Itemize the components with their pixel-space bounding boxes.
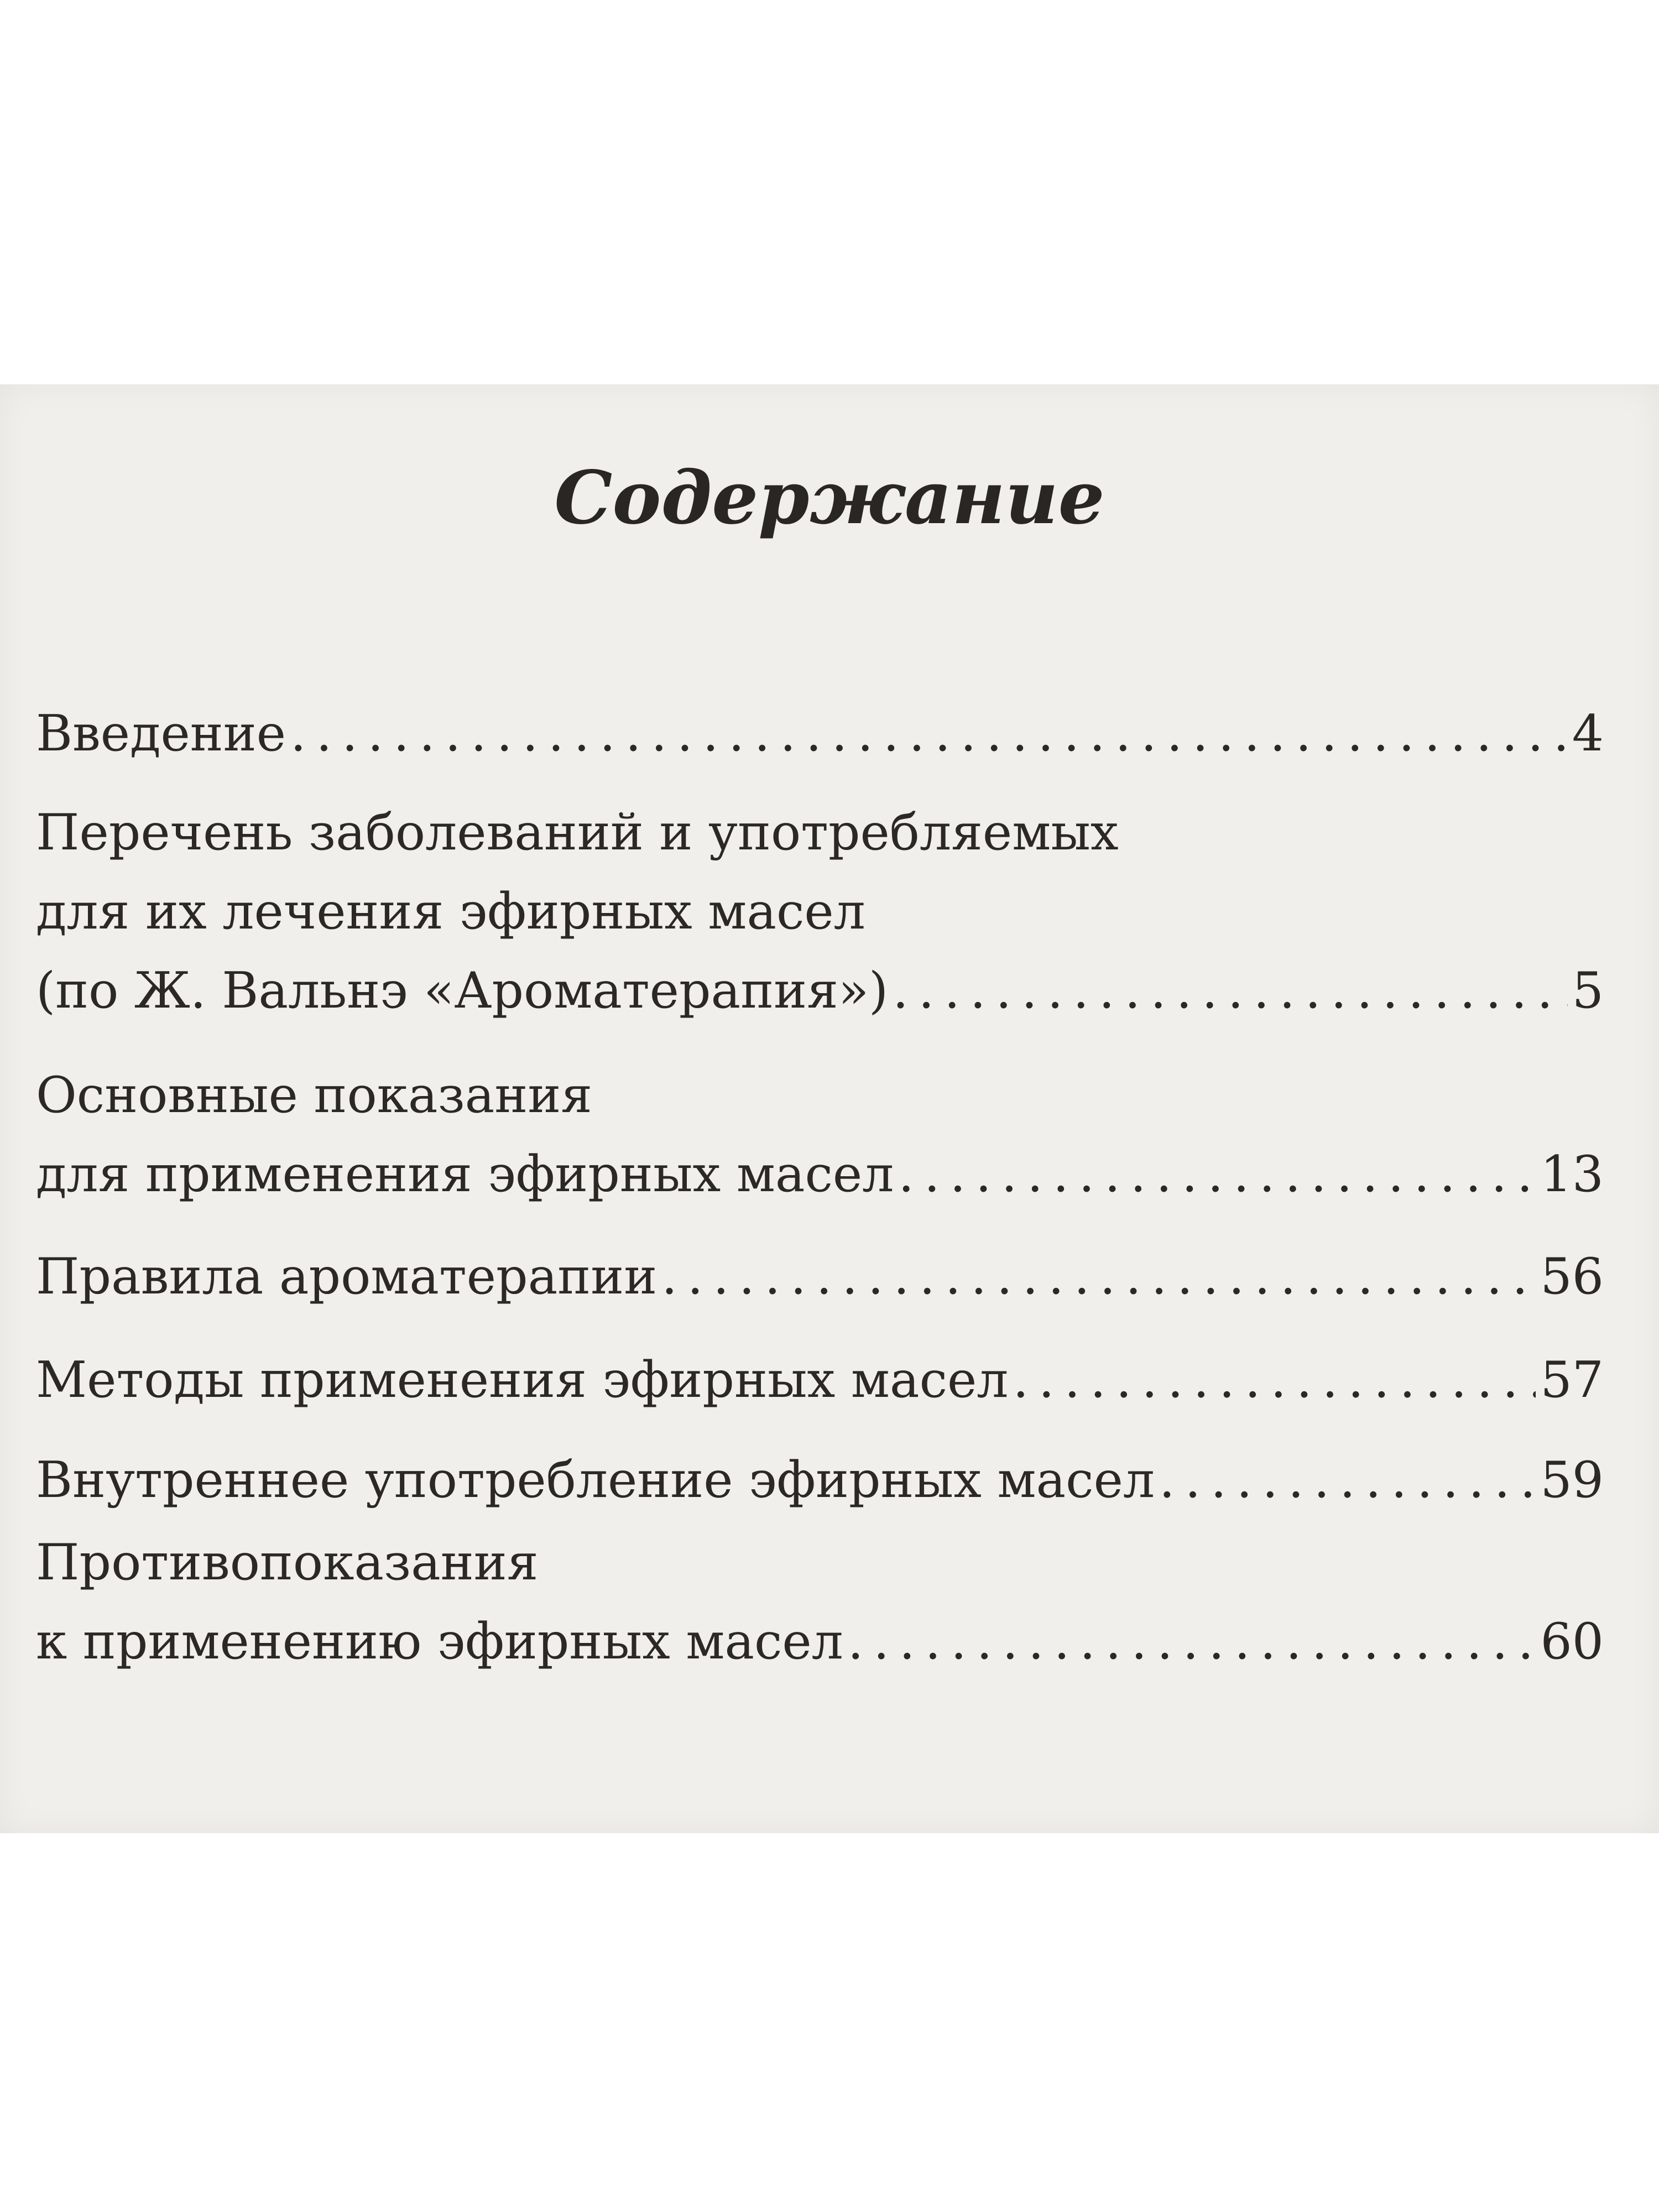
toc-page-number: 56 [1540,1248,1604,1306]
toc-page-number: 4 [1572,705,1604,763]
toc-entry-title: Правила ароматерапии [36,1248,658,1306]
toc-page-number: 5 [1572,962,1604,1020]
toc-entry-title: (по Ж. Вальнэ «Ароматерапия») [36,962,889,1020]
toc-entry-line [36,1340,1604,1420]
toc-entry-title: Методы применения эфирных масел [36,1351,1009,1409]
toc-entry-line [36,793,1604,872]
toc-page-number: 13 [1540,1145,1604,1203]
toc-page-number: 59 [1540,1451,1604,1509]
toc-entry-main-indications [36,1056,1604,1214]
toc-entry-line [36,694,1604,773]
toc-entry-line [36,1602,1604,1681]
book-page [0,384,1659,1833]
dot-leader [1159,1441,1536,1520]
page-title: Содержание [554,455,1105,541]
toc-entry-title: Перечень заболеваний и употребляемых [36,804,1119,862]
toc-entry-line [36,872,1604,951]
toc-entry-title: Внутреннее употребление эфирных масел [36,1451,1155,1509]
toc-entry-disease-list [36,793,1604,1030]
toc-entry-title: Введение [36,705,286,763]
table-of-contents [36,694,1604,1701]
toc-entry-contraindications [36,1523,1604,1681]
toc-entry-line [36,1523,1604,1602]
toc-entry-title: к применению эфирных масел [36,1613,843,1671]
dot-leader [848,1602,1536,1681]
toc-entry-line [36,1056,1604,1135]
toc-entry-aromatherapy-rules [36,1237,1604,1316]
toc-entry-title: для применения эфирных масел [36,1145,894,1203]
dot-leader [661,1237,1536,1316]
toc-page-number: 57 [1540,1351,1604,1409]
dot-leader [1013,1340,1536,1420]
dot-leader [893,951,1568,1030]
toc-page-number: 60 [1540,1613,1604,1671]
toc-entry-line [36,1135,1604,1214]
toc-entry-title: Основные показания [36,1066,593,1124]
toc-entry-line [36,1441,1604,1520]
toc-entry-application-methods [36,1340,1604,1420]
toc-entry-title: Противопоказания [36,1533,539,1592]
dot-leader [290,694,1568,773]
toc-entry-internal-use [36,1441,1604,1520]
dot-leader [898,1135,1536,1214]
toc-entry-title: для их лечения эфирных масел [36,883,865,941]
toc-entry-line [36,951,1604,1030]
toc-entry-line [36,1237,1604,1316]
toc-entry-introduction [36,694,1604,773]
